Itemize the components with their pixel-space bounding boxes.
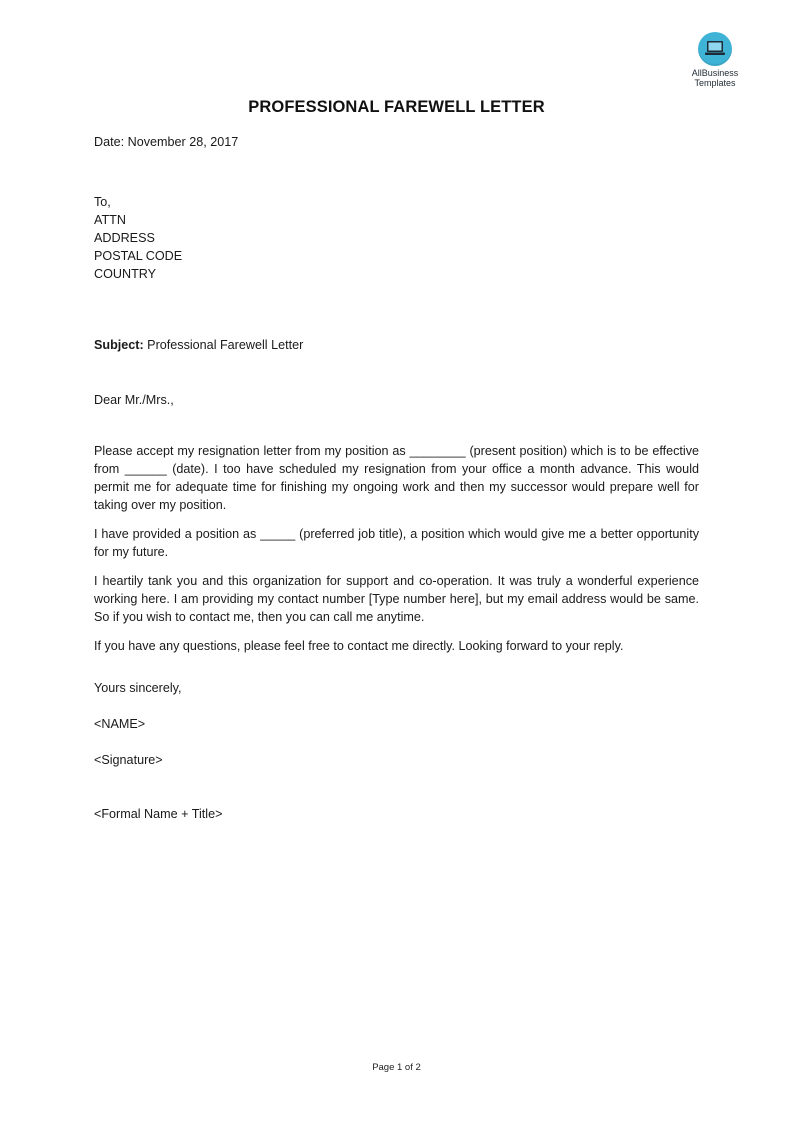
- letter-date: Date: November 28, 2017: [94, 135, 239, 149]
- logo-line-2: Templates: [694, 78, 736, 88]
- subject-text: Professional Farewell Letter: [143, 338, 304, 352]
- logo-text: [680, 68, 750, 88]
- signature-placeholder: <Signature>: [94, 753, 163, 767]
- body-paragraph: I have provided a position as _____ (preferred job title), a position which would give me a better opportunity for my future.: [94, 527, 699, 559]
- document-title: PROFESSIONAL FAREWELL LETTER: [248, 98, 545, 116]
- salutation: Dear Mr./Mrs.,: [94, 393, 174, 407]
- name-placeholder: <NAME>: [94, 717, 146, 731]
- recipient-country: COUNTRY: [94, 267, 157, 281]
- subject-label: Subject:: [94, 338, 144, 352]
- formal-name-placeholder: <Formal Name + Title>: [94, 807, 223, 821]
- recipient-postal-code: POSTAL CODE: [94, 249, 183, 263]
- recipient-address: ADDRESS: [94, 231, 155, 245]
- recipient-to: To,: [94, 195, 111, 209]
- letter-body: [94, 442, 699, 666]
- page-number: Page 1 of 2: [372, 1062, 421, 1073]
- recipient-attn: ATTN: [94, 213, 126, 227]
- recipient-block: [94, 193, 699, 283]
- body-paragraph: If you have any questions, please feel free to contact me directly. Looking forward to your reply.: [94, 639, 624, 653]
- laptop-icon: [698, 32, 732, 66]
- body-paragraph: Please accept my resignation letter from my position as ________ (present position) which is to be effective from ______ (date). I too have scheduled my resignation from your office a month advance. This would permit me for adequate time for finishing my ongoing work and then my successor would prepare well for taking over my position.: [94, 444, 699, 512]
- closing: Yours sincerely,: [94, 681, 182, 695]
- brand-logo[interactable]: [680, 32, 750, 88]
- logo-line-1: AllBusiness: [691, 68, 739, 78]
- subject-line: [94, 336, 699, 354]
- body-paragraph: I heartily tank you and this organization for support and co-operation. It was truly a wonderful experience working here. I am providing my contact number [Type number here], but my email address would be same. So if you wish to contact me, then you can call me anytime.: [94, 574, 699, 624]
